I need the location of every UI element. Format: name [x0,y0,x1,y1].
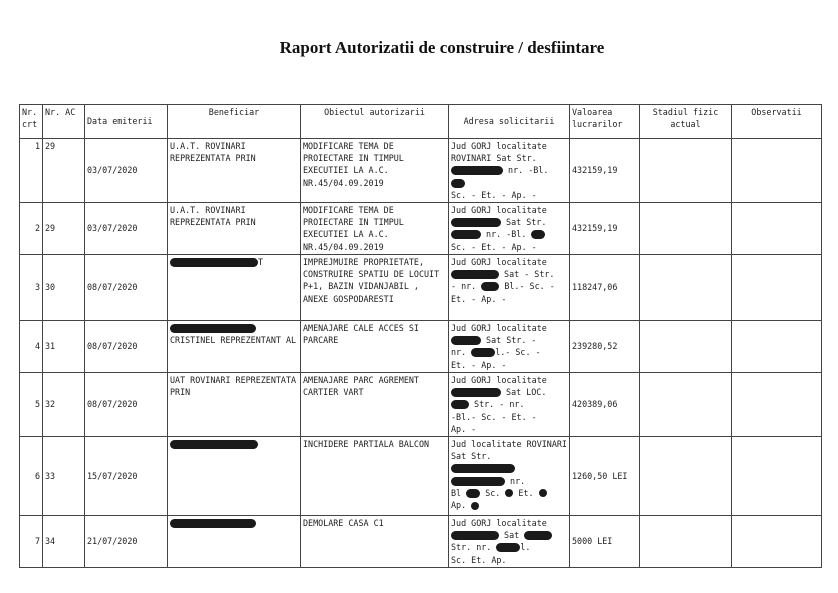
cell-observatii [732,437,822,516]
adresa-line: Sat [504,530,520,541]
adresa-line: Ap. [451,500,467,511]
cell-adresa [449,203,570,255]
cell-ac: 29 [43,203,85,255]
header-valoare: Valoarea lucrarilor [570,105,640,139]
cell-observatii [732,139,822,203]
cell-beneficiar: UAT ROVINARI REPREZENTATA PRIN [168,373,301,437]
cell-valoare: 5000 LEI [570,516,640,568]
cell-valoare: 118247,06 [570,255,640,321]
cell-ac: 30 [43,255,85,321]
adresa-line: Ap. - [451,423,477,434]
redaction-mark [451,218,501,227]
beneficiar-suffix: T [258,257,264,268]
redaction-mark [451,179,465,188]
redaction-mark [481,282,499,291]
adresa-line: Bl [451,487,462,498]
cell-nr: 2 [20,203,43,255]
cell-stadiu [640,321,732,373]
redaction-mark [471,348,495,357]
cell-obiect: AMENAJARE PARC AGREMENT CARTIER VART [301,373,449,437]
cell-data: 08/07/2020 [85,373,168,437]
cell-adresa [449,255,570,321]
redaction-mark [505,489,513,497]
cell-ac: 33 [43,437,85,516]
header-nr-ac: Nr. AC [43,105,85,139]
cell-beneficiar [168,255,301,321]
redaction-mark [170,440,258,449]
adresa-line: Jud GORJ localitate [451,375,547,386]
cell-adresa [449,516,570,568]
cell-stadiu [640,437,732,516]
adresa-line: Sat Str. [506,217,547,228]
adresa-line: Sat LOC. [506,387,547,398]
redaction-mark [170,519,256,528]
adresa-line: - nr. [451,281,477,292]
redaction-mark [471,502,479,510]
cell-valoare: 239280,52 [570,321,640,373]
redaction-mark [451,336,481,345]
redaction-mark [451,464,515,473]
page-title: Raport Autorizatii de construire / desfiintare [279,38,605,57]
adresa-line: nr. [451,347,467,358]
cell-nr: 1 [20,139,43,203]
cell-obiect: IMPREJMUIRE PROPRIETATE, CONSTRUIRE SPATIU DE LOCUIT P+1, BAZIN VIDANJABIL , ANEXE GOSPODARESTI [301,255,449,321]
adresa-line: l.- Sc. - [495,347,541,358]
redaction-mark [539,489,547,497]
cell-stadiu [640,139,732,203]
cell-nr: 3 [20,255,43,321]
cell-obiect: INCHIDERE PARTIALA BALCON [301,437,449,516]
adresa-line: Sc. [485,487,501,498]
cell-beneficiar: U.A.T. ROVINARI REPREZENTATA PRIN [168,139,301,203]
cell-nr: 5 [20,373,43,437]
adresa-line: Sc. - Et. - Ap. - [451,241,537,252]
cell-stadiu [640,373,732,437]
cell-stadiu [640,255,732,321]
adresa-line: Sc. Et. Ap. [451,554,507,565]
header-data-emiterii: Data emiterii [85,105,168,139]
cell-adresa [449,437,570,516]
redaction-mark [451,400,469,409]
adresa-line: Et. - Ap. - [451,359,507,370]
cell-observatii [732,255,822,321]
cell-beneficiar [168,516,301,568]
adresa-line: Jud GORJ localitate [451,205,547,216]
adresa-line: nr. [510,475,526,486]
table-row [20,516,822,568]
cell-adresa [449,373,570,437]
cell-observatii [732,203,822,255]
cell-nr: 4 [20,321,43,373]
cell-nr: 7 [20,516,43,568]
table-row [20,203,822,255]
adresa-line: Str. - nr. [474,399,525,410]
cell-data: 08/07/2020 [85,321,168,373]
cell-observatii [732,516,822,568]
redaction-mark [451,230,481,239]
cell-beneficiar [168,437,301,516]
redaction-mark [451,531,499,540]
adresa-line: Jud GORJ localitate [451,518,547,529]
adresa-line: Sc. - Et. - Ap. - [451,189,537,200]
cell-ac: 34 [43,516,85,568]
adresa-line: Et. - Ap. - [451,293,507,304]
redaction-mark [451,388,501,397]
redaction-mark [531,230,545,239]
adresa-line: nr. -Bl. [508,165,549,176]
adresa-line: nr. -Bl. [486,229,527,240]
redaction-mark [170,324,256,333]
adresa-line: Jud localitate ROVINARI Sat Str. [451,439,567,462]
cell-obiect: DEMOLARE CASA C1 [301,516,449,568]
cell-obiect: AMENAJARE CALE ACCES SI PARCARE [301,321,449,373]
redaction-mark [451,166,503,175]
cell-data: 08/07/2020 [85,255,168,321]
adresa-line: Sat Str. - [486,335,537,346]
cell-ac: 31 [43,321,85,373]
redaction-mark [170,258,258,267]
cell-data: 03/07/2020 [85,203,168,255]
table-row [20,255,822,321]
adresa-line: l. [520,542,531,553]
adresa-line: Et. [518,487,534,498]
cell-beneficiar: U.A.T. ROVINARI REPREZENTATA PRIN [168,203,301,255]
cell-nr: 6 [20,437,43,516]
table-header-row [20,105,822,139]
cell-obiect: MODIFICARE TEMA DE PROIECTARE IN TIMPUL EXECUTIEI LA A.C. NR.45/04.09.2019 [301,139,449,203]
beneficiar-text: CRISTINEL REPREZENTANT AL [170,335,297,346]
header-nr-crt: Nr. crt [20,105,43,139]
cell-data: 03/07/2020 [85,139,168,203]
header-beneficiar: Beneficiar [168,105,301,139]
table-row [20,373,822,437]
redaction-mark [451,477,505,486]
cell-obiect: MODIFICARE TEMA DE PROIECTARE IN TIMPUL EXECUTIEI LA A.C. NR.45/04.09.2019 [301,203,449,255]
cell-observatii [732,373,822,437]
adresa-line: Sat - Str. [504,269,555,280]
adresa-line: Jud GORJ localitate ROVINARI Sat Str. [451,141,547,164]
redaction-mark [496,543,520,552]
table-row [20,139,822,203]
cell-ac: 29 [43,139,85,203]
cell-ac: 32 [43,373,85,437]
cell-adresa [449,321,570,373]
adresa-line: Jud GORJ localitate [451,323,547,334]
redaction-mark [451,270,499,279]
cell-stadiu [640,203,732,255]
header-stadiu: Stadiul fizic actual [640,105,732,139]
cell-adresa [449,139,570,203]
header-observatii: Observatii [732,105,822,139]
cell-beneficiar [168,321,301,373]
redaction-mark [466,489,480,498]
cell-valoare: 432159,19 [570,139,640,203]
cell-valoare: 1260,50 LEI [570,437,640,516]
cell-data: 15/07/2020 [85,437,168,516]
cell-observatii [732,321,822,373]
adresa-line: Jud GORJ localitate [451,257,547,268]
table-row [20,437,822,516]
adresa-line: -Bl.- Sc. - Et. - [451,411,537,422]
report-table [19,104,822,568]
cell-valoare: 420389,06 [570,373,640,437]
adresa-line: Str. nr. [451,542,492,553]
header-adresa: Adresa solicitarii [449,105,570,139]
adresa-line: Bl.- Sc. - [504,281,555,292]
cell-valoare: 432159,19 [570,203,640,255]
cell-data: 21/07/2020 [85,516,168,568]
header-obiect: Obiectul autorizarii [301,105,449,139]
redaction-mark [524,531,552,540]
cell-stadiu [640,516,732,568]
table-row [20,321,822,373]
